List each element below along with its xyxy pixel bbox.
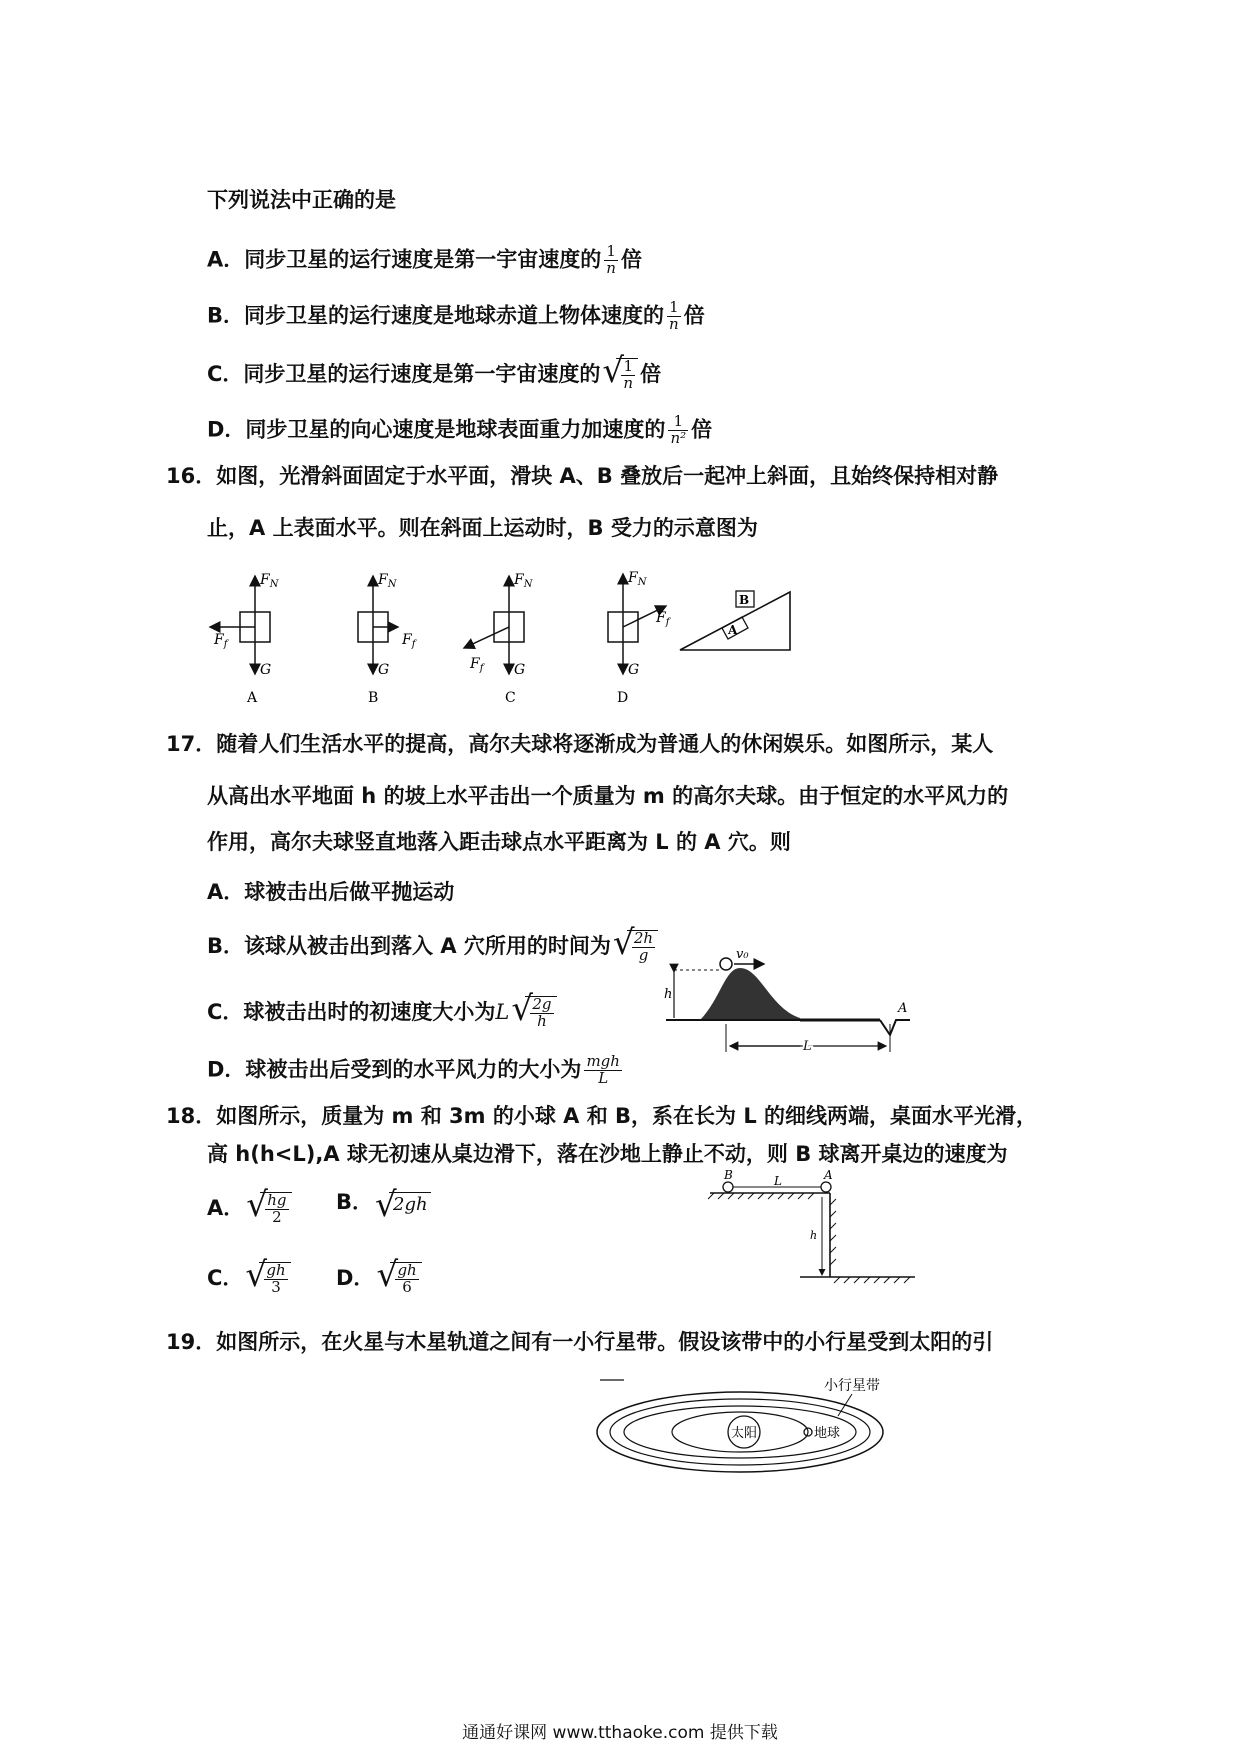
force-diagram-d xyxy=(608,570,672,706)
svg-text:FN: $F_N$ xyxy=(378,572,397,590)
svg-text:B: B xyxy=(724,1168,733,1182)
fraction-one-over-n-squared: $\frac{1}{\text{n²}}$ xyxy=(670,412,687,447)
svg-text:小行星带: 小行星带 xyxy=(824,1378,880,1394)
svg-text:B: B xyxy=(739,593,750,607)
svg-text:Ff: $F_f$ xyxy=(214,632,228,650)
svg-text:Ff: $F_f$ xyxy=(470,656,484,674)
svg-text:FN: $F_N$ xyxy=(514,572,533,590)
incline-with-blocks xyxy=(680,591,790,650)
svg-text:Ff: $F_f$ xyxy=(656,610,670,628)
fraction-one-over-n: $\frac{1}{n}$ xyxy=(606,242,616,277)
svg-text:太阳: 太阳 xyxy=(731,1426,758,1441)
svg-text:C: C xyxy=(505,690,516,706)
q17-golf-figure xyxy=(660,950,920,1060)
svg-text:A: A xyxy=(898,1001,908,1016)
svg-text:L: L xyxy=(774,1174,782,1188)
svg-text:G: G xyxy=(378,662,390,678)
q16-force-diagrams xyxy=(200,562,840,712)
q18-line2: 高 h(h<L),A 球无初速从桌边滑下，落在沙地上静止不动，则 B 球离开桌边的速度为 xyxy=(207,1142,1008,1166)
svg-text:A: A xyxy=(824,1168,833,1182)
force-diagram-c xyxy=(464,572,534,706)
fraction-one-over-n: $\frac{1}{n}$ xyxy=(669,298,679,333)
svg-text:D: D xyxy=(617,690,629,706)
q17-line2: 从高出水平地面 h 的坡上水平击出一个质量为 m 的高尔夫球。由于恒定的水平风力的 xyxy=(207,784,1009,808)
q16-line2: 止，A 上表面水平。则在斜面上运动时，B 受力的示意图为 xyxy=(207,516,758,540)
q18-line1: 18．如图所示，质量为 m 和 3m 的小球 A 和 B，系在长为 L 的细线两端，桌面水平光滑， xyxy=(166,1104,1038,1128)
force-diagram-b xyxy=(358,572,418,706)
q17-option-b: B．该球从被击出到落入 A 穴所用的时间为 √ $\frac{2h}{g}$ xyxy=(207,930,660,964)
svg-text:G: G xyxy=(628,662,640,678)
page-footer: 通通好课网 www.tthaoke.com 提供下载 xyxy=(462,1723,778,1743)
svg-text:v₀: v₀ xyxy=(736,950,749,962)
force-diagram-a xyxy=(210,572,280,706)
q18-table-figure xyxy=(700,1165,920,1295)
q17-option-d: D．球被击出后受到的水平风力的大小为 $\frac{\text{mgh}}{L}$ xyxy=(207,1052,620,1087)
svg-text:L: L xyxy=(803,1039,812,1054)
svg-text:A: A xyxy=(247,690,258,706)
q17-line1: 17．随着人们生活水平的提高，高尔夫球将逐渐成为普通人的休闲娱乐。如图所示，某人 xyxy=(166,732,994,756)
q17-line3: 作用，高尔夫球竖直地落入距击球点水平距离为 L 的 A 穴。则 xyxy=(207,830,791,854)
q15-option-d: D．同步卫星的向心速度是地球表面重力加速度的 $\frac{1}{\text{n²}}$ 倍 xyxy=(207,412,713,447)
svg-text:FN: $F_N$ xyxy=(628,570,647,588)
q15-option-b: B．同步卫星的运行速度是地球赤道上物体速度的 $\frac{1}{n}$ 倍 xyxy=(207,298,705,333)
svg-text:Ff: $F_f$ xyxy=(402,632,416,650)
q18-option-b: B． √ 2gh xyxy=(336,1192,433,1214)
svg-text:FN: $F_N$ xyxy=(260,572,279,590)
svg-text:A: A xyxy=(728,623,738,637)
svg-text:h: h xyxy=(664,987,673,1002)
q18-option-d: D． √ $\frac{gh}{6}$ xyxy=(336,1262,424,1296)
svg-text:G: G xyxy=(260,662,272,678)
q18-option-c: C． √ $\frac{gh}{3}$ xyxy=(207,1262,293,1296)
q17-option-c: C．球被击出时的初速度大小为L √ $\frac{2g}{h}$ xyxy=(207,996,559,1030)
q15-option-c: C．同步卫星的运行速度是第一宇宙速度的 √ $\frac{1}{n}$ 倍 xyxy=(207,351,662,392)
q19-line1: 19．如图所示，在火星与木星轨道之间有一小行星带。假设该带中的小行星受到太阳的引 xyxy=(166,1330,994,1354)
sqrt-one-over-n: √ $\frac{1}{n}$ xyxy=(602,358,638,392)
q19-orbit-figure xyxy=(590,1372,920,1482)
q18-option-a: A． √ $\frac{hg}{2}$ xyxy=(207,1192,294,1226)
svg-text:地球: 地球 xyxy=(814,1426,841,1441)
q17-option-a: A．球被击出后做平抛运动 xyxy=(207,880,455,904)
svg-text:B: B xyxy=(368,690,379,706)
svg-text:h: h xyxy=(810,1229,818,1242)
svg-text:G: G xyxy=(514,662,526,678)
q15-stem-tail: 下列说法中正确的是 xyxy=(207,188,396,212)
q15-option-a: A．同步卫星的运行速度是第一宇宙速度的 $\frac{1}{n}$ 倍 xyxy=(207,242,642,277)
q16-line1: 16．如图，光滑斜面固定于水平面，滑块 A、B 叠放后一起冲上斜面，且始终保持相对静 xyxy=(166,464,999,488)
